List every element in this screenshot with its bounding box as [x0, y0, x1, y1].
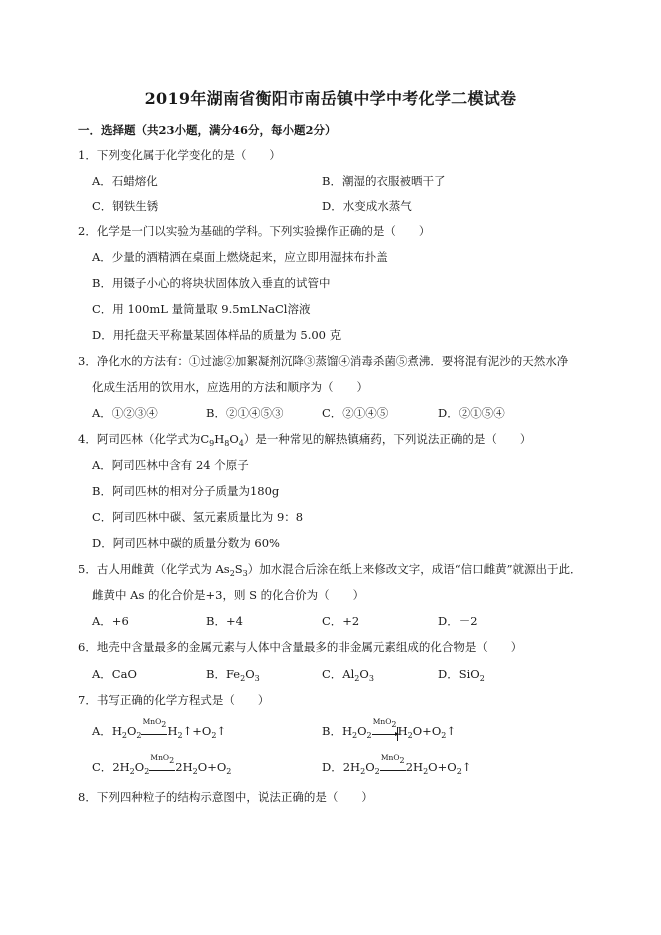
- formula-element: O: [201, 724, 212, 738]
- formula-element: O: [197, 760, 208, 774]
- formula-element: O: [428, 760, 438, 774]
- formula-subscript: 2: [399, 756, 405, 765]
- question-8-stem: 8．下列四种粒子的结构示意图中，说法正确的是（ ）: [78, 790, 373, 804]
- reaction-divider: [397, 727, 398, 741]
- formula-subscript: 2: [456, 767, 462, 776]
- plus-sign: +: [207, 760, 217, 774]
- section-heading: 一．选择题（共23小题，满分46分，每小题2分）: [78, 123, 337, 137]
- formula-element: O: [359, 667, 369, 681]
- question-2-option-c[interactable]: C．用 100mL 量筒量取 9.5mLNaCl溶液: [92, 302, 311, 316]
- option-text: D．SiO: [438, 667, 480, 681]
- question-6-option-c[interactable]: [322, 666, 374, 682]
- question-5-stem-suffix: ）加水混合后涂在纸上来修改文字，成语“信口雌黄”就源出于此．: [247, 562, 582, 576]
- question-6-option-b[interactable]: [206, 666, 260, 682]
- gas-arrow-icon: ↑: [446, 724, 456, 738]
- option-letter: A．: [92, 724, 112, 738]
- question-6-stem: 6．地壳中含量最多的金属元素与人体中含量最多的非金属元素组成的化合物是（ ）: [78, 640, 523, 654]
- question-2-option-d[interactable]: D．用托盘天平称量某固体样品的质量为 5.00 克: [92, 328, 342, 342]
- formula-element: O: [447, 760, 457, 774]
- option-letter: D．: [322, 760, 343, 774]
- question-5-option-d[interactable]: D．－2: [438, 614, 478, 628]
- formula-subscript: 2: [161, 720, 167, 729]
- formula-subscript: 2: [192, 767, 198, 776]
- formula-element: S: [234, 562, 243, 576]
- gas-arrow-icon: ↑: [182, 724, 193, 738]
- question-2-option-b[interactable]: B．用镊子小心的将块状固体放入垂直的试管中: [92, 276, 331, 290]
- formula-subscript: 2: [374, 767, 380, 776]
- formula-subscript: 2: [407, 731, 413, 740]
- formula-subscript: 2: [366, 731, 372, 740]
- formula-subscript: 2: [226, 767, 232, 776]
- formula-subscript: 2: [391, 720, 397, 729]
- question-4-option-a[interactable]: A．阿司匹林中含有 24 个原子: [92, 458, 249, 472]
- question-4-stem-prefix: 4．阿司匹林（化学式为C: [78, 432, 210, 446]
- question-1-option-c[interactable]: C．钢铁生锈: [92, 199, 159, 213]
- question-3-stem-line-1: 3．净化水的方法有：①过滤②加絮凝剂沉降③蒸馏④消毒杀菌⑤煮沸．要将混有泥沙的天然水净: [78, 354, 569, 368]
- question-4-stem-suffix: ）是一种常见的解热镇痛药，下列说法正确的是（ ）: [243, 432, 532, 446]
- question-5-stem-line-1: [78, 561, 582, 577]
- formula-subscript: 2: [479, 674, 485, 683]
- formula-subscript: 2: [441, 731, 447, 740]
- formula-subscript: 3: [242, 569, 248, 578]
- formula-element: 2H: [342, 760, 361, 774]
- formula-element: O: [216, 760, 227, 774]
- formula-subscript: 4: [238, 439, 244, 448]
- formula-element: O: [412, 724, 423, 738]
- formula-subscript: 2: [229, 569, 235, 578]
- question-5-option-a[interactable]: A．+6: [92, 614, 129, 628]
- formula-element: 2H: [405, 760, 424, 774]
- question-7-option-c[interactable]: [92, 753, 232, 776]
- question-1-option-a[interactable]: A．石蜡熔化: [92, 174, 158, 188]
- question-3-option-c[interactable]: C．②①④⑤: [322, 406, 389, 420]
- formula-subscript: 3: [368, 674, 374, 683]
- formula-subscript: 2: [129, 767, 135, 776]
- formula-subscript: 2: [121, 731, 127, 740]
- formula-subscript: 2: [423, 767, 429, 776]
- catalyst-label: MnO: [150, 753, 170, 762]
- plus-sign: +: [192, 724, 202, 738]
- reaction-line: [149, 770, 175, 771]
- formula-subscript: 2: [360, 767, 366, 776]
- formula-subscript: 9: [209, 439, 215, 448]
- option-text: C．Al: [322, 667, 355, 681]
- catalyst-label: MnO: [142, 717, 162, 726]
- formula-element: H: [167, 724, 178, 738]
- question-1-option-b[interactable]: B．潮湿的衣服被晒干了: [322, 174, 446, 188]
- formula-subscript: 2: [144, 767, 150, 776]
- formula-subscript: 2: [177, 731, 183, 740]
- formula-element: O: [245, 667, 255, 681]
- question-1-option-d[interactable]: D．水变成水蒸气: [322, 199, 412, 213]
- formula-element: 2H: [175, 760, 193, 774]
- question-3-option-a[interactable]: A．①②③④: [92, 406, 158, 420]
- question-4-option-c[interactable]: C．阿司匹林中碳、氢元素质量比为 9：8: [92, 510, 304, 524]
- formula-element: H: [214, 432, 225, 446]
- question-5-option-b[interactable]: B．+4: [206, 614, 243, 628]
- question-5-stem-line-2: 雌黄中 As 的化合价是+3，则 S 的化合价为（ ）: [92, 588, 365, 602]
- question-5-option-c[interactable]: C．+2: [322, 614, 360, 628]
- option-letter: C．: [92, 760, 113, 774]
- reaction-line: [380, 770, 406, 771]
- question-1-stem: 1．下列变化属于化学变化的是（ ）: [78, 148, 281, 162]
- question-5-stem-prefix: 5．古人用雌黄（化学式为 As: [78, 562, 230, 576]
- question-3-stem-line-2: 化成生活用的饮用水，应选用的方法和顺序为（ ）: [92, 380, 368, 394]
- question-3-option-d[interactable]: D．②①⑤④: [438, 406, 505, 420]
- reaction-condition: [372, 717, 398, 735]
- question-4-option-d[interactable]: D．阿司匹林中碳的质量分数为 60%: [92, 536, 280, 550]
- question-7-stem: 7．书写正确的化学方程式是（ ）: [78, 693, 270, 707]
- formula-subscript: 2: [354, 674, 360, 683]
- option-text: B．Fe: [206, 667, 241, 681]
- gas-arrow-icon: ↑: [216, 724, 227, 738]
- formula-subscript: 2: [211, 731, 217, 740]
- formula-subscript: 2: [351, 731, 358, 740]
- formula-subscript: 8: [224, 439, 230, 448]
- formula-subscript: 2: [240, 674, 246, 683]
- reaction-condition: [141, 717, 167, 735]
- question-3-option-b[interactable]: B．②①④⑤③: [206, 406, 284, 420]
- catalyst-label: MnO: [380, 753, 400, 762]
- formula-element: O: [365, 760, 375, 774]
- formula-element: O: [357, 724, 367, 738]
- formula-element: O: [126, 724, 137, 738]
- question-4-option-b[interactable]: B．阿司匹林的相对分子质量为180g: [92, 484, 280, 498]
- formula-element: O: [229, 432, 239, 446]
- question-2-stem: 2．化学是一门以实验为基础的学科。下列实验操作正确的是（ ）: [78, 224, 431, 238]
- plus-sign: +: [437, 760, 448, 774]
- question-6-option-d[interactable]: [438, 666, 485, 682]
- option-letter: B．: [322, 724, 342, 738]
- formula-element: H: [397, 724, 408, 738]
- reaction-condition: [149, 753, 175, 771]
- question-6-option-a[interactable]: A．CaO: [92, 667, 137, 681]
- question-2-option-a[interactable]: A．少量的酒精洒在桌面上燃烧起来，应立即用湿抹布扑盖: [92, 250, 388, 264]
- formula-subscript: 2: [136, 731, 142, 740]
- reaction-condition: [380, 753, 406, 771]
- gas-arrow-icon: ↑: [461, 760, 472, 774]
- question-7-option-b[interactable]: [322, 717, 456, 740]
- formula-subscript: 2: [169, 756, 175, 765]
- formula-element: 2H: [112, 760, 130, 774]
- question-7-option-a[interactable]: [92, 717, 227, 740]
- question-7-option-d[interactable]: [322, 753, 472, 776]
- reaction-arrow-icon: [372, 734, 398, 735]
- page-title: 2019年湖南省衡阳市南岳镇中学中考化学二模试卷: [144, 89, 517, 108]
- question-4-stem: [78, 431, 531, 447]
- formula-element: H: [341, 724, 352, 738]
- formula-element: H: [111, 724, 122, 738]
- reaction-line: [141, 734, 167, 735]
- formula-subscript: 3: [254, 674, 260, 683]
- formula-element: O: [431, 724, 442, 738]
- catalyst-label: MnO: [372, 717, 392, 726]
- formula-element: O: [134, 760, 145, 774]
- plus-sign: +: [422, 724, 432, 738]
